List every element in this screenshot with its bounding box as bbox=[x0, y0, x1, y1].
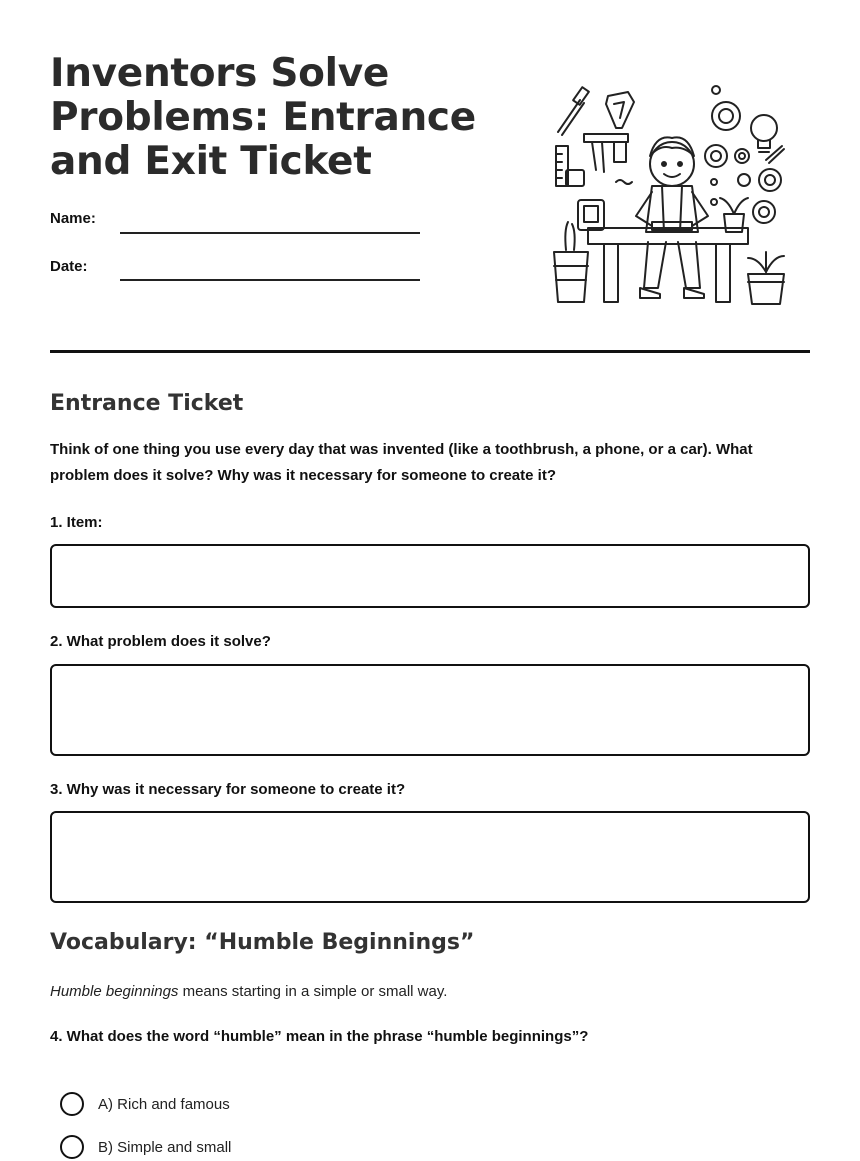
question-3: 3. Why was it necessary for someone to create it? bbox=[50, 781, 406, 798]
name-field[interactable] bbox=[120, 232, 420, 234]
swirl-icon bbox=[616, 180, 632, 184]
question-4: 4. What does the word “humble” mean in the phrase “humble beginnings”? bbox=[50, 1028, 589, 1045]
entrance-heading: Entrance Ticket bbox=[50, 391, 244, 416]
option-label: A) Rich and famous bbox=[98, 1095, 230, 1113]
section-divider bbox=[50, 350, 810, 353]
definition-text bbox=[50, 983, 447, 1000]
lightbulb-icon bbox=[751, 115, 777, 152]
option-label: B) Simple and small bbox=[98, 1138, 232, 1156]
vocabulary-heading: Vocabulary: “Humble Beginnings” bbox=[50, 930, 475, 955]
definition-rest: means starting in a simple or small way. bbox=[178, 983, 448, 1000]
term-text: Humble beginnings bbox=[50, 983, 179, 1000]
option-a[interactable] bbox=[60, 1092, 230, 1116]
radio-button[interactable] bbox=[60, 1135, 84, 1159]
option-b[interactable] bbox=[60, 1135, 231, 1159]
device-icon bbox=[578, 200, 604, 230]
clamp-icon bbox=[606, 92, 634, 128]
tool-rack-icon bbox=[566, 134, 628, 186]
problem-answer-box[interactable] bbox=[50, 664, 810, 756]
workbench-icon bbox=[588, 222, 748, 302]
date-label: Date: bbox=[50, 258, 88, 275]
entrance-prompt: Think of one thing you use every day that was invented (like a toothbrush, a phone, or a car). What problem does it solve? Why was it necessary for someone to create it? bbox=[50, 441, 753, 484]
date-field[interactable] bbox=[120, 279, 420, 281]
page-title: Inventors Solve Problems: Entrance and Exit Ticket bbox=[50, 51, 476, 184]
question-1: 1. Item: bbox=[50, 514, 103, 531]
plant-pot-left-icon bbox=[554, 222, 588, 302]
item-answer-box[interactable] bbox=[50, 544, 810, 608]
name-label: Name: bbox=[50, 210, 96, 227]
necessity-answer-box[interactable] bbox=[50, 811, 810, 903]
radio-button[interactable] bbox=[60, 1092, 84, 1116]
question-2: 2. What problem does it solve? bbox=[50, 633, 271, 650]
boy-figure bbox=[636, 137, 708, 298]
screwdriver-icon bbox=[558, 87, 589, 135]
gear-icon bbox=[705, 86, 781, 223]
plant-pot-right-icon bbox=[748, 252, 784, 304]
inventor-illustration bbox=[548, 82, 788, 310]
plant-icon bbox=[720, 198, 748, 232]
